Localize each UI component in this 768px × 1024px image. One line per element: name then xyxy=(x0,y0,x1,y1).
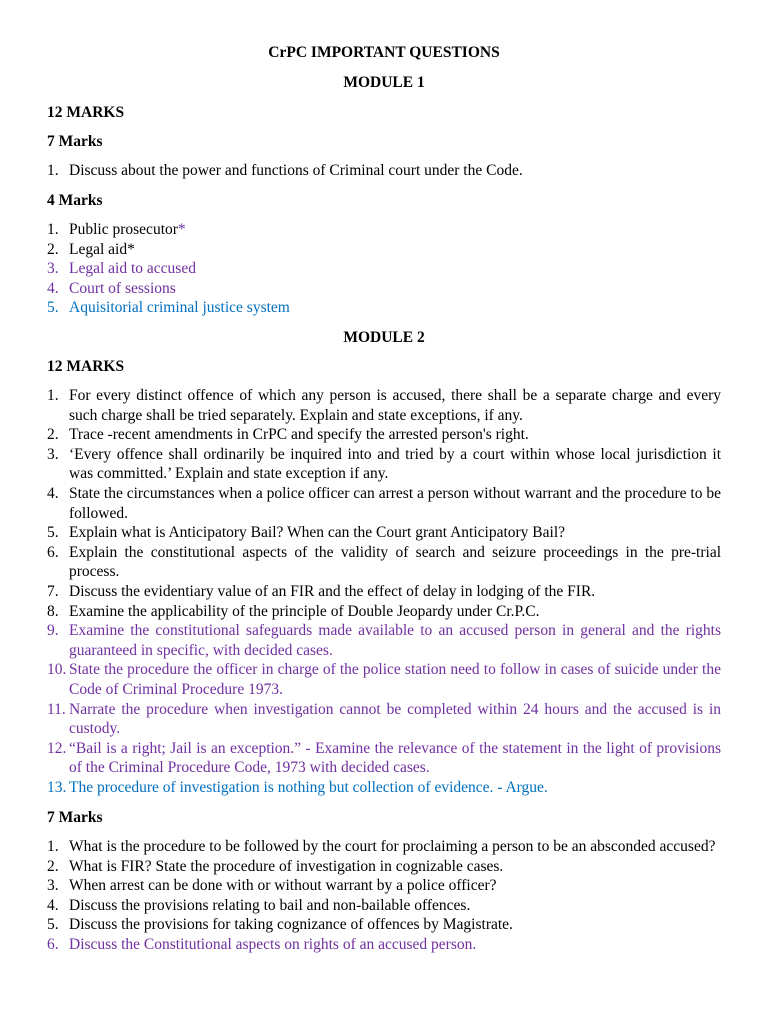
question-item xyxy=(47,445,721,484)
question-item xyxy=(47,582,721,602)
module-1-4-marks-heading: 4 Marks xyxy=(47,192,103,209)
module-1-7-marks-heading: 7 Marks xyxy=(47,133,103,150)
question-text: What is FIR? State the procedure of investigation in cognizable cases. xyxy=(69,857,504,875)
question-number: 1. xyxy=(47,387,59,404)
question-text: For every distinct offence of which any person is accused, there shall be a separate charge and every such charge shall be tried separately. Explain and state exceptions, if any. xyxy=(69,387,721,424)
module-2-title: MODULE 2 xyxy=(343,329,425,346)
question-text: What is the procedure to be followed by the court for proclaiming a person to be an absconded accused? xyxy=(69,838,716,855)
module-2-12-marks-heading: 12 MARKS xyxy=(47,358,125,375)
question-item xyxy=(47,279,721,299)
document-title: CrPC IMPORTANT QUESTIONS xyxy=(268,44,500,61)
question-item xyxy=(47,700,721,739)
module-2-12-marks-list xyxy=(47,386,721,797)
question-text: Discuss the evidentiary value of an FIR and the effect of delay in lodging of the FIR. xyxy=(69,582,596,600)
question-item xyxy=(47,220,721,240)
question-text: The procedure of investigation is nothing but collection of evidence. - Argue. xyxy=(69,778,548,796)
question-item xyxy=(47,298,721,318)
question-number: 2. xyxy=(47,240,59,258)
question-item xyxy=(47,259,721,279)
question-text: Public prosecutor xyxy=(69,221,178,238)
question-item xyxy=(47,876,721,896)
question-item xyxy=(47,386,721,425)
question-text: Trace -recent amendments in CrPC and specify the arrested person's right. xyxy=(69,426,529,444)
question-text: Discuss the provisions relating to bail and non-bailable offences. xyxy=(69,896,471,914)
question-number: 8. xyxy=(47,602,59,620)
question-item xyxy=(47,543,721,582)
question-item xyxy=(47,935,721,955)
module-1-title: MODULE 1 xyxy=(343,74,425,91)
question-text: Legal aid* xyxy=(69,240,135,258)
question-number: 3. xyxy=(47,445,59,463)
question-number: 4. xyxy=(47,484,59,502)
module-1-12-marks-heading: 12 MARKS xyxy=(47,104,125,121)
question-text: Court of sessions xyxy=(69,279,176,297)
question-number: 5. xyxy=(47,916,59,934)
question-number: 6. xyxy=(47,935,59,953)
question-item xyxy=(47,896,721,916)
question-text: Legal aid to accused xyxy=(69,260,196,278)
asterisk-mark: * xyxy=(177,221,186,238)
question-number: 4. xyxy=(47,279,59,297)
question-item xyxy=(47,602,721,622)
question-number: 1. xyxy=(47,221,59,238)
question-text: State the procedure the officer in charge of the police station need to follow in cases of suicide under the Code of Criminal Procedure 1973. xyxy=(69,661,721,698)
question-number: 5. xyxy=(47,524,59,542)
module-2-7-marks-list xyxy=(47,837,721,955)
question-number: 9. xyxy=(47,622,59,640)
question-text: Discuss the provisions for taking cognizance of offences by Magistrate. xyxy=(69,916,513,934)
question-number: 1. xyxy=(47,838,59,855)
question-item xyxy=(47,739,721,778)
question-number: 5. xyxy=(47,299,59,317)
question-number: 6. xyxy=(47,543,59,561)
question-item xyxy=(47,523,721,543)
question-text: “Bail is a right; Jail is an exception.” - Examine the relevance of the statement in the light of provisions of the Criminal Procedure Code, 1973 with decided cases. xyxy=(69,739,721,777)
question-text: ‘Every offence shall ordinarily be inquired into and tried by a court within whose local jurisdiction it was committed.’ Explain and state exception if any. xyxy=(69,445,721,483)
question-item xyxy=(47,621,721,660)
question-text: Examine the constitutional safeguards made available to an accused person in general and the rights guaranteed in specific, with decided cases. xyxy=(69,622,721,659)
question-item xyxy=(47,837,721,857)
question-number: 2. xyxy=(47,857,59,875)
question-number: 11. xyxy=(47,700,66,718)
question-text: When arrest can be done with or without warrant by a police officer? xyxy=(69,877,497,895)
module-1-4-marks-list xyxy=(47,220,721,318)
question-text: State the circumstances when a police officer can arrest a person without warrant and the procedure to be followed. xyxy=(69,484,721,522)
question-number: 13. xyxy=(47,778,67,796)
module-1-7-marks-list xyxy=(47,161,721,181)
question-item xyxy=(47,484,721,523)
question-item xyxy=(47,660,721,699)
question-number: 3. xyxy=(47,877,59,895)
question-item xyxy=(47,915,721,935)
question-item xyxy=(47,240,721,260)
question-number: 12. xyxy=(47,739,67,757)
question-text: Explain what is Anticipatory Bail? When can the Court grant Anticipatory Bail? xyxy=(69,524,566,542)
question-text: Discuss the Constitutional aspects on rights of an accused person. xyxy=(69,935,477,953)
question-item xyxy=(47,857,721,877)
question-number: 4. xyxy=(47,896,59,914)
module-2-7-marks-heading: 7 Marks xyxy=(47,809,103,826)
question-number: 2. xyxy=(47,426,59,444)
question-number: 10. xyxy=(47,661,67,679)
question-text: Explain the constitutional aspects of the validity of search and seizure proceedings in the pre-trial process. xyxy=(69,543,721,581)
question-text: Narrate the procedure when investigation cannot be completed within 24 hours and the accused is in custody. xyxy=(69,700,721,738)
question-number: 1. xyxy=(47,162,59,179)
question-text: Examine the applicability of the principle of Double Jeopardy under Cr.P.C. xyxy=(69,602,540,620)
question-number: 3. xyxy=(47,260,59,278)
question-text: Aquisitorial criminal justice system xyxy=(69,299,290,317)
question-text: Discuss about the power and functions of Criminal court under the Code. xyxy=(69,162,523,179)
question-item xyxy=(47,778,721,798)
question-item xyxy=(47,161,721,181)
question-item xyxy=(47,425,721,445)
question-number: 7. xyxy=(47,582,59,600)
